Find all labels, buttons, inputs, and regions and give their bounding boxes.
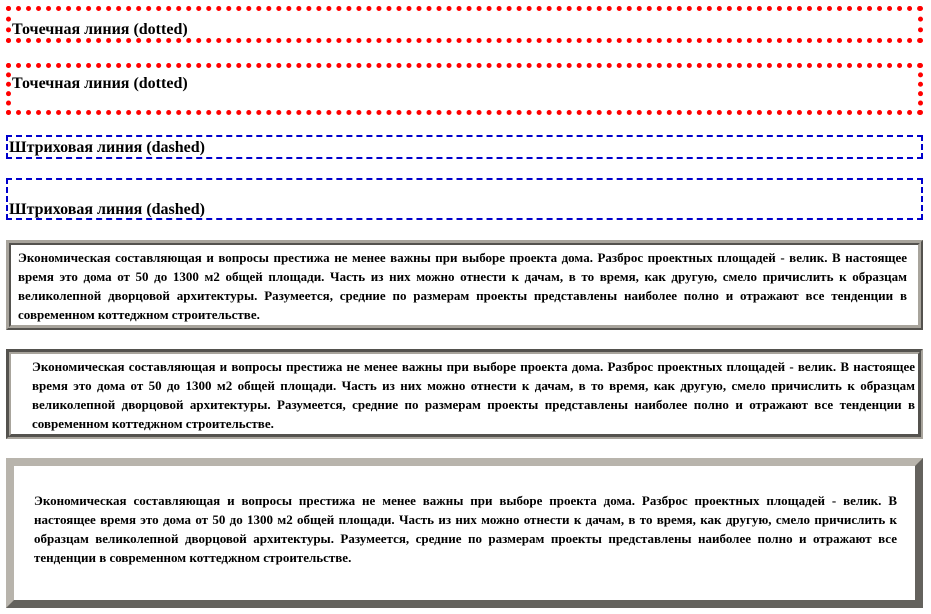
paragraph-text: Экономическая составляющая и вопросы престижа не менее важны при выборе проекта дома. Разброс проектных площадей - велик. В настоящее время это дома от 50 до 1300 м2 общей площади. Часть из них можно отнести к дачам, в то время, как другую, смело причислить к образцам великолепной дворцовой архитектуры. Разумеется, средние по размерам проекты представлены наиболее полно и отражают все тенденции в современном коттеджном строительстве.: [34, 493, 897, 565]
dashed-border-box-padded: [6, 178, 923, 220]
dotted-border-box-padded: [6, 63, 923, 115]
paragraph-text: Экономическая составляющая и вопросы престижа не менее важны при выборе проекта дома. Разброс проектных площадей - велик. В настоящее время это дома от 50 до 1300 м2 общей площади. Часть из них можно отнести к дачам, в то время, как другую, смело причислить к образцам великолепной дворцовой архитектуры. Разумеется, средние по размерам проекты представлены наиболее полно и отражают все тенденции в современном коттеджном строительстве.: [32, 359, 915, 431]
dashed-border-box: [6, 135, 923, 159]
dotted-box-heading: Точечная линия (dotted): [12, 75, 188, 92]
dashed-box-heading: Штриховая линия (dashed): [9, 201, 205, 218]
dotted-box-heading: Точечная линия (dotted): [12, 21, 188, 38]
paragraph-text: Экономическая составляющая и вопросы престижа не менее важны при выборе проекта дома. Разброс проектных площадей - велик. В настоящее время это дома от 50 до 1300 м2 общей площади. Часть из них можно отнести к дачам, в то время, как другую, смело причислить к образцам великолепной дворцовой архитектуры. Разумеется, средние по размерам проекты представлены наиболее полно и отражают все тенденции в современном коттеджном строительстве.: [18, 250, 907, 322]
ridge-border-paragraph: [6, 240, 923, 330]
dashed-box-heading: Штриховая линия (dashed): [9, 139, 205, 156]
outset-border-paragraph: [6, 458, 923, 608]
groove-border-paragraph: [6, 349, 923, 439]
dotted-border-box: [6, 6, 923, 43]
